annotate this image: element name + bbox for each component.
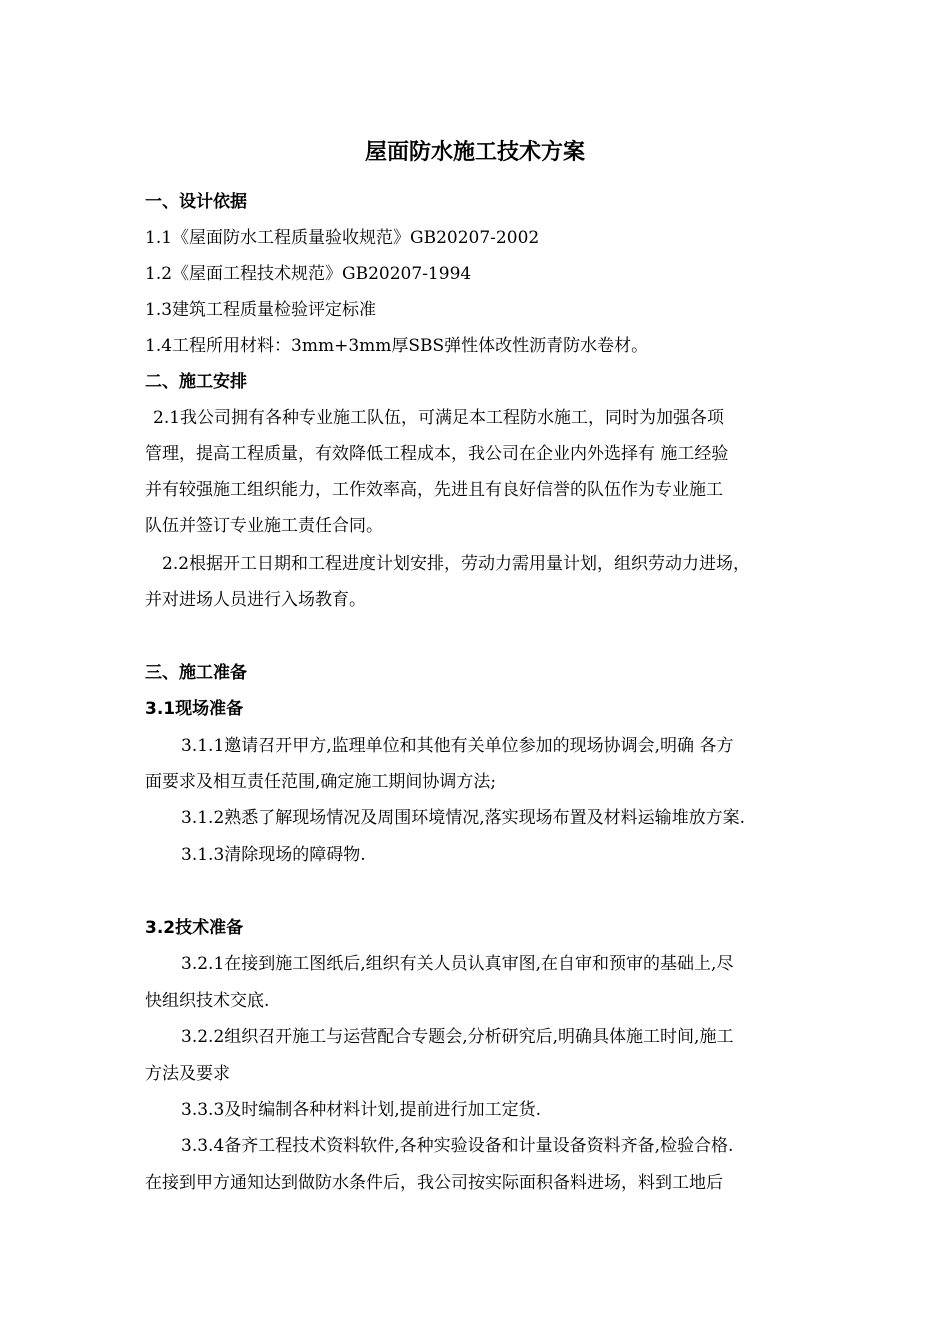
paragraph-line: 3.2.2组织召开施工与运营配合专题会,分析研究后,明确具体施工时间,施工 bbox=[181, 1027, 734, 1047]
paragraph-line: 2.1我公司拥有各种专业施工队伍，可满足本工程防水施工，同时为加强各项 bbox=[153, 408, 725, 428]
section-heading-construction-arrangement: 二、施工安排 bbox=[145, 372, 247, 392]
section-heading-design-basis: 一、设计依据 bbox=[145, 192, 247, 212]
paragraph-line: 管理，提高工程质量，有效降低工程成本，我公司在企业内外选择有 施工经验 bbox=[145, 444, 729, 464]
paragraph-line: 并对进场人员进行入场教育。 bbox=[145, 590, 366, 610]
section-heading-construction-preparation: 三、施工准备 bbox=[145, 663, 247, 683]
paragraph-line: 1.2《屋面工程技术规范》GB20207-1994 bbox=[145, 264, 472, 284]
paragraph-line: 1.3建筑工程质量检验评定标准 bbox=[145, 300, 377, 320]
paragraph-line: 3.3.4备齐工程技术资料软件,各种实验设备和计量设备资料齐备,检验合格. bbox=[181, 1136, 734, 1156]
paragraph-line: 队伍并签订专业施工责任合同。 bbox=[145, 516, 383, 536]
paragraph-line: 面要求及相互责任范围,确定施工期间协调方法; bbox=[145, 772, 497, 792]
paragraph-line: 快组织技术交底. bbox=[145, 991, 270, 1011]
paragraph-line: 在接到甲方通知达到做防水条件后，我公司按实际面积备料进场，料到工地后 bbox=[145, 1173, 723, 1193]
paragraph-line: 2.2根据开工日期和工程进度计划安排，劳动力需用量计划，组织劳动力进场， bbox=[162, 554, 751, 574]
paragraph-line: 1.4工程所用材料：3mm+3mm厚SBS弹性体改性沥青防水卷材。 bbox=[145, 336, 649, 356]
paragraph-line: 3.1.1邀请召开甲方,监理单位和其他有关单位参加的现场协调会,明确 各方 bbox=[181, 736, 734, 756]
paragraph-line: 3.3.3及时编制各种材料计划,提前进行加工定货. bbox=[181, 1100, 542, 1120]
paragraph-line: 3.2.1在接到施工图纸后,组织有关人员认真审图,在自审和预审的基础上,尽 bbox=[181, 954, 734, 974]
paragraph-line: 并有较强施工组织能力，工作效率高，先进且有良好信誉的队伍作为专业施工 bbox=[145, 480, 723, 500]
subsection-heading-site-preparation: 3.1现场准备 bbox=[145, 699, 244, 719]
paragraph-line: 1.1《屋面防水工程质量验收规范》GB20207-2002 bbox=[145, 228, 540, 248]
document-title: 屋面防水施工技术方案 bbox=[364, 140, 585, 165]
subsection-heading-technical-preparation: 3.2技术准备 bbox=[145, 918, 244, 938]
paragraph-line: 3.1.2熟悉了解现场情况及周围环境情况,落实现场布置及材料运输堆放方案. bbox=[181, 808, 746, 828]
paragraph-line: 3.1.3清除现场的障碍物. bbox=[181, 845, 366, 865]
paragraph-line: 方法及要求 bbox=[145, 1064, 230, 1084]
